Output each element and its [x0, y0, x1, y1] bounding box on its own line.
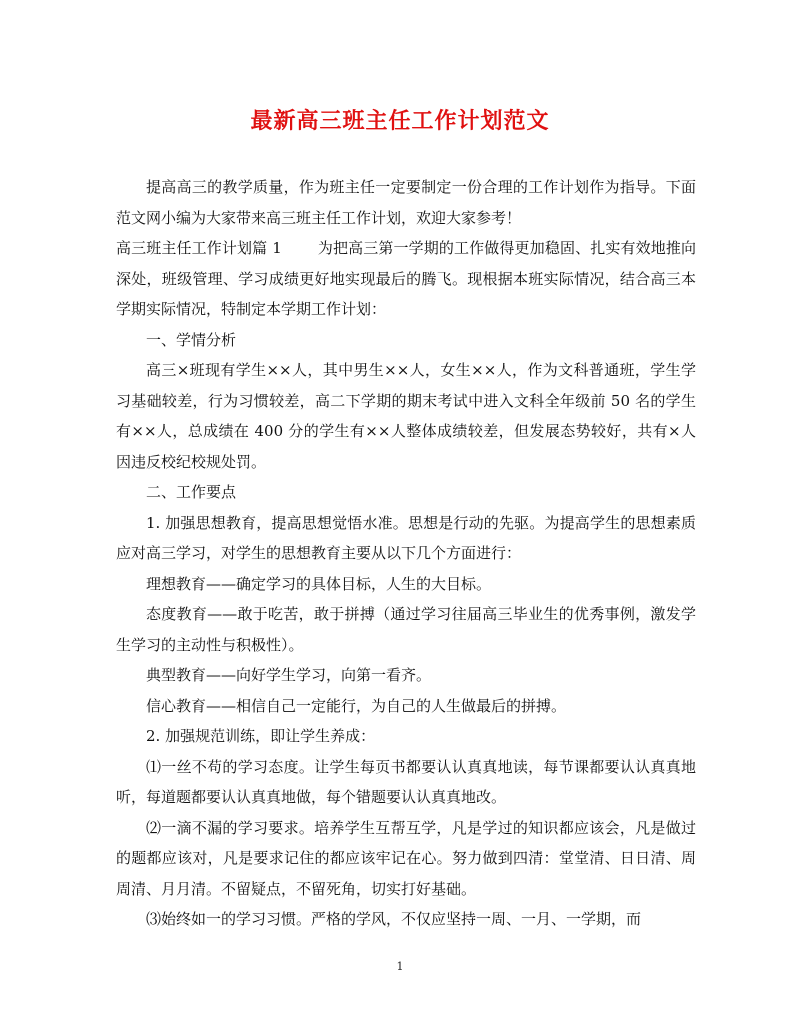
page-number: 1	[396, 960, 404, 973]
paragraph-example: 典型教育——向好学生学习，向第一看齐。	[146, 666, 432, 684]
document-body	[116, 172, 696, 935]
plan-lead: 高三班主任工作计划篇 1	[116, 239, 282, 257]
paragraph-plan-heading	[116, 233, 696, 325]
paragraph-item-3: ⑶始终如一的学习习惯。严格的学风，不仅应坚持一周、一月、一学期，而	[146, 910, 642, 928]
paragraph-attitude: 态度教育——敢于吃苦，敢于拼搏（通过学习往届高三毕业生的优秀事例，激发学生学习的主动性与积极性）。	[116, 605, 696, 654]
paragraph-intro: 提高高三的教学质量，作为班主任一定要制定一份合理的工作计划作为指导。下面范文网小编为大家带来高三班主任工作计划，欢迎大家参考！	[116, 178, 696, 227]
paragraph-point-1: 1. 加强思想教育，提高思想觉悟水准。思想是行动的先驱。为提高学生的思想素质应对高三学习，对学生的思想教育主要从以下几个方面进行：	[116, 513, 696, 562]
paragraph-item-2: ⑵一滴不漏的学习要求。培养学生互帮互学，凡是学过的知识都应该会，凡是做过的题都应该对，凡是要求记住的都应该牢记在心。努力做到四清：堂堂清、日日清、周周清、月月清。不留疑点，不留死角，切实打好基础。	[116, 818, 696, 898]
plan-intro-text: 为把高三第一学期的工作做得更加稳固、扎实有效地推向深处，班级管理、学习成绩更好地实现最后的腾飞。现根据本班实际情况，结合高三本学期实际情况，特制定本学期工作计划：	[116, 239, 696, 318]
paragraph-item-1: ⑴一丝不苟的学习态度。让学生每页书都要认认真真地读，每节课都要认认真真地听，每道题都要认认真真地做，每个错题要认认真真地改。	[116, 757, 696, 806]
section-heading-1: 一、学情分析	[146, 330, 237, 349]
section-heading-2: 二、工作要点	[146, 483, 237, 501]
paragraph-ideal: 理想教育——确定学习的具体目标，人生的大目标。	[146, 574, 492, 593]
paragraph-analysis: 高三×班现有学生××人，其中男生××人，女生××人，作为文科普通班，学生学习基础较差，行为习惯较差，高二下学期的期末考试中进入文科全年级前 50 名的学生有××人，总成绩在 400 分的学生有××人整体成绩较差，但发展态势较好，共有×人因违反校纪校规处罚。	[116, 361, 696, 471]
paragraph-confidence: 信心教育——相信自己一定能行，为自己的人生做最后的拼搏。	[146, 696, 567, 715]
paragraph-point-2: 2. 加强规范训练，即让学生养成：	[146, 727, 376, 745]
document-title: 最新高三班主任工作计划范文	[250, 108, 550, 134]
